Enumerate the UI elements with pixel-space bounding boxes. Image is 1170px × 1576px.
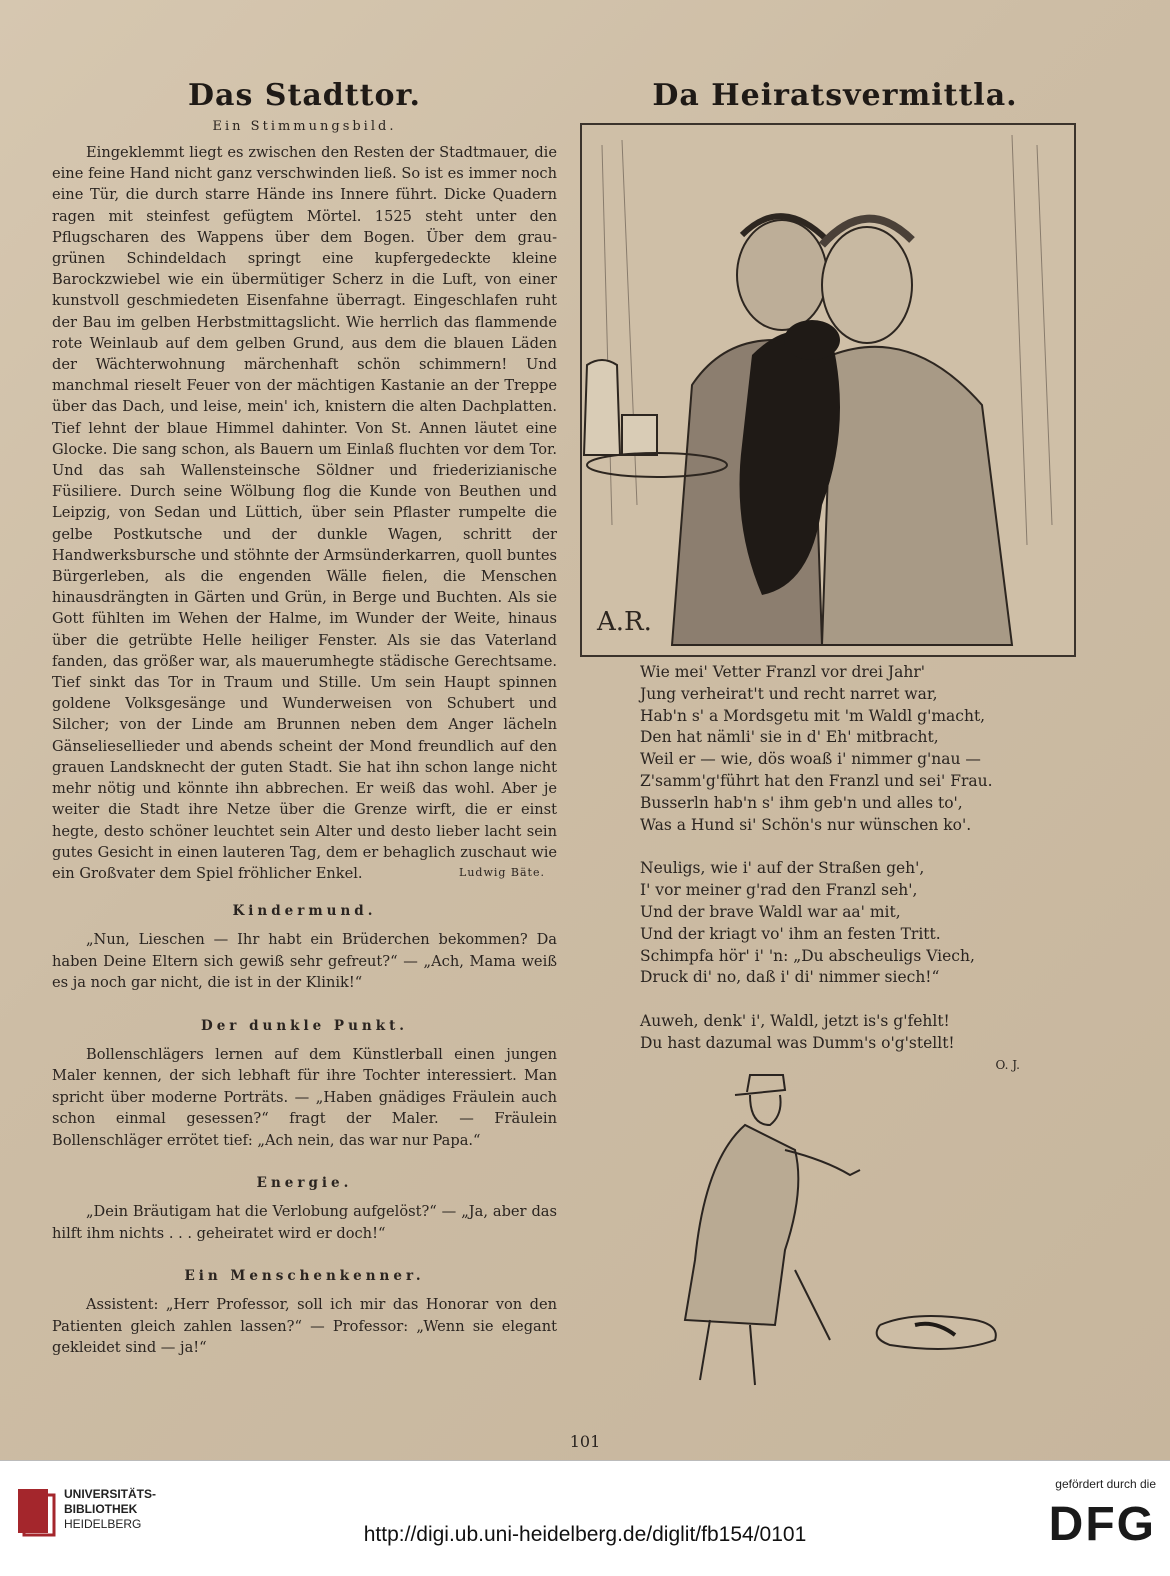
poem-line: Und der kriagt vo' ihm an festen Tritt. (640, 924, 941, 943)
joke-text: Bollenschlägers lernen auf dem Künstlerball einen jungen Maler kennen, der sich lebhaft für ihre Tochter interessiert. Man spricht über moderne Porträts. — „Haben gnädiges Fräulein auch schon einmal gesessen?“ fragt der Maler. — Fräulein Bollenschläger errötet tief: „Ach nein, das war nur Papa.“ (52, 1045, 557, 1149)
poem (640, 662, 1060, 1077)
joke-heading: Der dunkle Punkt. (200, 1017, 409, 1034)
poem-line: Neuligs, wie i' auf der Straßen geh', (640, 859, 925, 878)
poem-stanza (640, 662, 1060, 836)
joke-heading: Ein Menschenkenner. (184, 1268, 425, 1285)
poem-signature: O. J. (995, 1057, 1020, 1072)
page-number: 101 (569, 1432, 601, 1451)
joke-text: „Nun, Lieschen — Ihr habt ein Brüderchen bekommen? Da haben Deine Eltern sich gewiß sehr gefreut?“ — „Ach, Mama weiß es ja noch gar nicht, die ist in der Klinik!“ (52, 931, 557, 992)
man-pointing-drawing (655, 1070, 1015, 1390)
article-subtitle: Ein Stimmungsbild. (212, 119, 397, 134)
couple-dog-illustration (580, 123, 1076, 657)
poem-line: Hab'n s' a Mordsgetu mit 'm Waldl g'macht, (640, 706, 986, 725)
poem-line: Du hast dazumal was Dumm's o'g'stellt! (640, 1033, 955, 1052)
library-name-line: UNIVERSITÄTS- (64, 1487, 157, 1501)
couple-dog-sketch (582, 125, 1074, 655)
library-name-line: HEIDELBERG (64, 1517, 142, 1531)
digital-object-url[interactable]: http://digi.ub.uni-heidelberg.de/diglit/fb154/0101 (363, 1523, 807, 1546)
article-body: Eingeklemmt liegt es zwischen den Resten der Stadtmauer, die eine feine Hand nicht ganz verschwinden ließ. So ist es immer noch eine Tür, die durch starre Hände ins Innere führt. Dicke Quadern ragen mit steinfest gefügtem Mörtel. 1525 steht unter den Pflugscharen des Wappens über dem Bogen. Über dem grau-grünen Schindeldach springt eine kupfergedeckte kleine Barockzwiebel wie ein übermütiger Scherz in die Luft, von einer kunstvoll geschmiedeten Eisenfahne überragt. Eingeschlafen ruht der Bau im gelben Herbstmittagslicht. Wie herrlich das flammende rote Weinlaub auf dem gelben Grund, aus dem die blauen Läden der Wächterwohnung märchenhaft schön schimmern! Und manchmal rieselt Feuer von der mächtigen Kastanie an der Treppe über das Dach, und leise, mein' ich, knistern die alten Dachplatten. Tief lehnt der blaue Himmel dahinter. Von St. Annen läutet eine Glocke. Die sang schon, als Bauern um Einlaß fluchten vor dem Tor. Und das sah Wallensteinsche Söldner und friederizianische Füsiliere. Durch seine Wölbung flog die Kunde von Beuthen und Leipzig, von Sedan und Lüttich, über sein Pflaster rumpelte die gelbe Postkutsche und der dunkle Wagen, schritt der Handwerksbursche und stöhnte der Armsünderkarren, quoll buntes Bürgerleben, als die engenden Wälle fielen, die Menschen hinausdrängten in Gärten und Grün, in Berge und Buchten. Als sie Gott fühlten im Wehen der Halme, im Wunder der Weite, hinaus über die getrübte Helle heiliger Fenster. Als sie das Vaterland fanden, das größer war, als mauerumhegte städische Gerechtsame. Tief sinkt das Tor in Traum und Stille. Um sein Haupt spinnen goldene Volksgesänge und Wunderweisen von Schubert und Silcher; von der Linde am Brunnen neben dem Anger lächeln Gänseliesellieder und abends scheint der Mond freundlich auf den grauen Landsknecht der guten Stadt. Sie hat ihn schon lange nicht mehr nötig und könnte ihn abbrechen. Er weiß das wohl. Aber je weiter die Stadt ihre Netze über die Grenze wirft, die er einst hegte, desto schöner leuchtet sein Alter und desto lieber lacht sein gutes Gesicht in einen lauteren Tag, dem er behaglich zuschaut wie ein Großvater dem Spiel fröhlicher Enkel. (52, 144, 557, 882)
man-and-dog-sketch (655, 1070, 1015, 1390)
poem-line: Und der brave Waldl war aa' mit, (640, 902, 901, 921)
poem-line: Busserln hab'n s' ihm geb'n und alles to', (640, 793, 963, 812)
joke-text: „Dein Bräutigam hat die Verlobung aufgelöst?“ — „Ja, aber das hilft ihm nichts . . . geheiratet wird er doch!“ (52, 1203, 557, 1242)
article-author: Ludwig Bäte. (459, 866, 545, 880)
poem-title: Da Heiratsvermittla. (652, 78, 1018, 113)
poem-line: Auweh, denk' i', Waldl, jetzt is's g'fehlt! (640, 1012, 950, 1031)
poem-line: Z'samm'g'führt hat den Franzl und sei' Frau. (640, 771, 993, 790)
article-title: Das Stadttor. (188, 78, 421, 113)
poem-stanza (640, 858, 1060, 989)
sponsor-block (1049, 1477, 1156, 1552)
poem-stanza (640, 1011, 1060, 1055)
poem-line: Jung verheirat't und recht narret war, (640, 684, 938, 703)
poem-line: Druck di' no, daß i' di' nimmer siech!“ (640, 968, 940, 987)
poem-line: Was a Hund si' Schön's nur wünschen ko'. (640, 815, 972, 834)
dfg-logo: DFG (1048, 1498, 1156, 1551)
left-column (52, 78, 557, 1359)
joke-text: Assistent: „Herr Professor, soll ich mir das Honorar von den Patienten gleich zahlen lassen?“ — Professor: „Wenn sie elegant gekleidet sind — ja!“ (52, 1296, 557, 1357)
joke-heading: Energie. (256, 1175, 353, 1192)
right-column (585, 78, 1085, 113)
poem-line: I' vor meiner g'rad den Franzl seh', (640, 881, 918, 900)
joke-heading: Kindermund. (232, 903, 377, 920)
library-name-line: BIBLIOTHEK (64, 1502, 138, 1516)
illustration-signature: A.R. (597, 607, 652, 637)
poem-line: Schimpfa hör' i' 'n: „Du abscheuligs Viech, (640, 946, 975, 965)
footer-bar (0, 1460, 1170, 1576)
sponsor-text: gefördert durch die (1055, 1477, 1156, 1491)
poem-line: Den hat nämli' sie in d' Eh' mitbracht, (640, 728, 939, 747)
poem-line: Wie mei' Vetter Franzl vor drei Jahr' (640, 663, 926, 681)
poem-line: Weil er — wie, dös woaß i' nimmer g'nau — (640, 750, 981, 769)
